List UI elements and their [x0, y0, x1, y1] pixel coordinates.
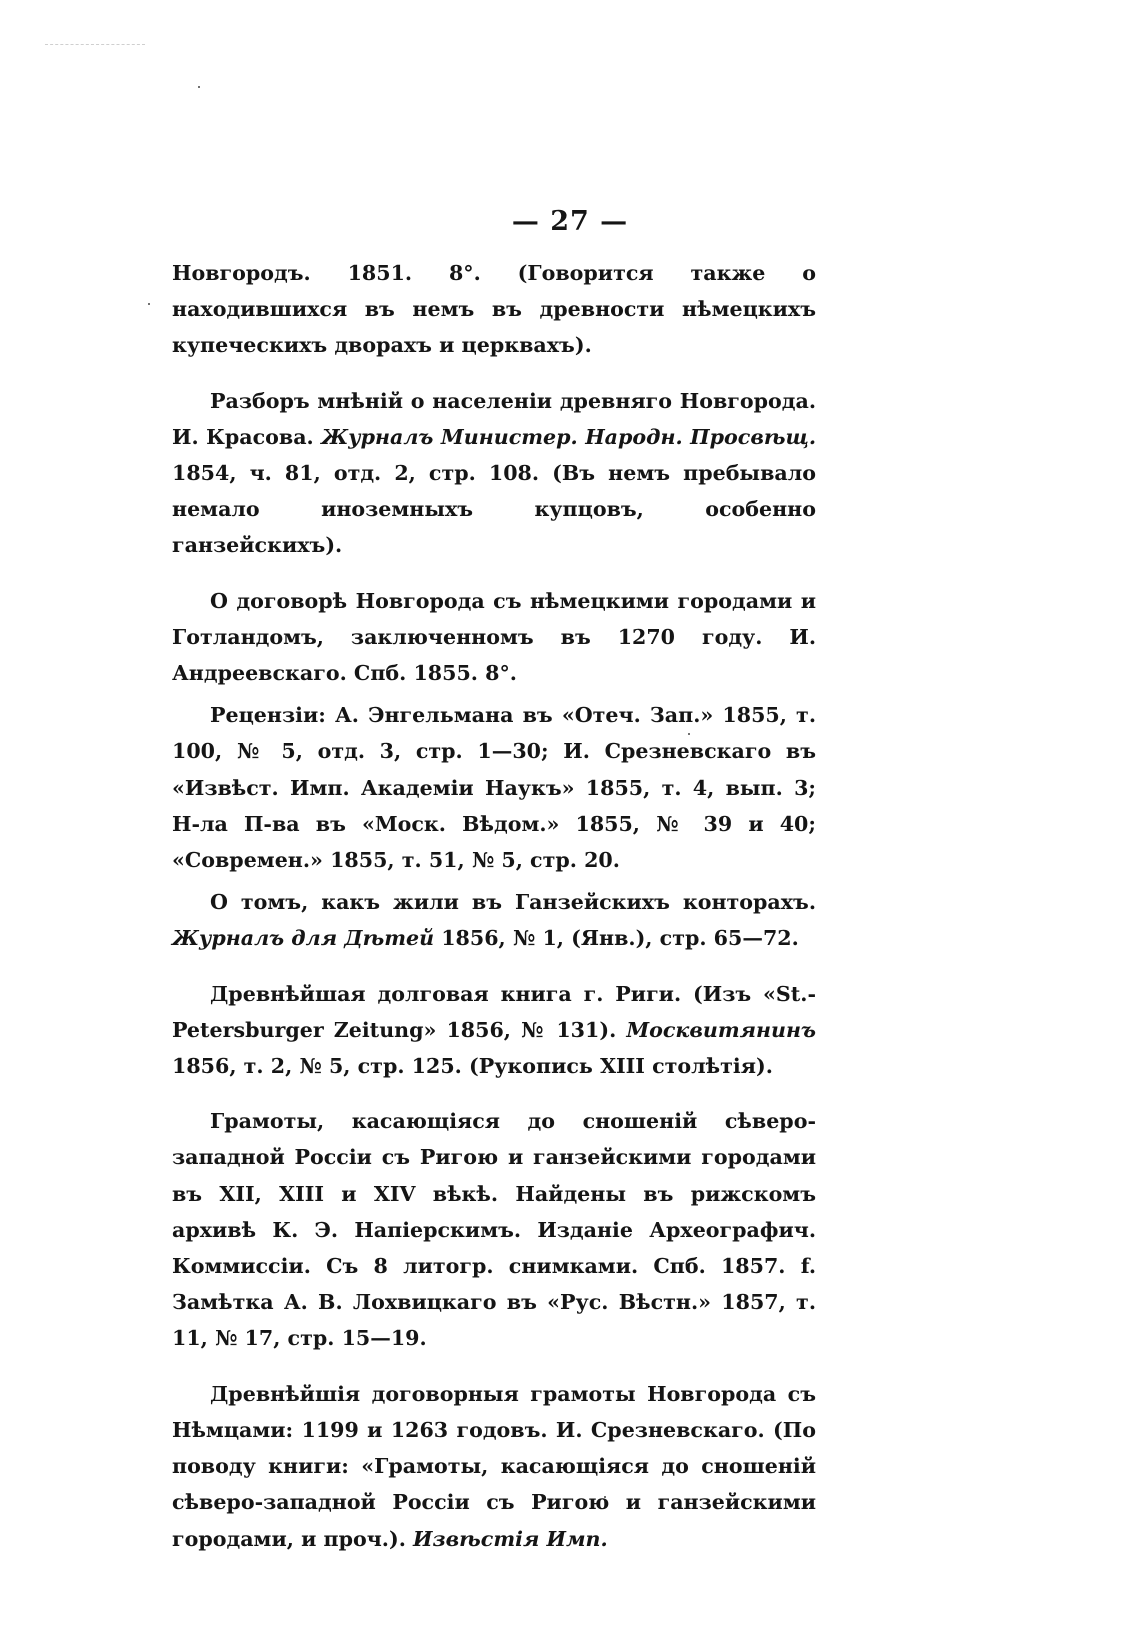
entry-text: О томъ, какъ жили въ Ганзейскихъ конторахъ. — [210, 890, 816, 915]
journal-title: Извѣстія Имп. — [413, 1526, 608, 1551]
journal-title: Журналъ для Дѣтей — [172, 926, 435, 951]
journal-title: Журналъ Министер. Народн. Просвѣщ. — [321, 424, 816, 449]
entry-text: Разборъ мнѣній о населеніи древняго Новгорода. И. Красова. — [172, 388, 816, 449]
entry-text: Древнѣйшая долговая книга г. Риги. (Изъ «St.-Petersburger Zeitung» 1856, № 131). — [172, 981, 816, 1042]
bibliography-entry — [172, 884, 816, 956]
scan-speck — [198, 86, 200, 88]
page-number: — 27 — — [511, 206, 629, 237]
entry-text: Древнѣйшія договорныя грамоты Новгорода съ Нѣмцами: 1199 и 1263 годовъ. И. Срезневскаго. (По поводу книги: «Грамоты, касающіяся до сношеній сѣверо-западной Россіи съ Ригою и ганзейскими городами, и проч.). — [172, 1381, 816, 1551]
entry-text: Новгородъ. 1851. 8°. (Говорится также о находившихся въ немъ въ древности нѣмецкихъ купеческихъ дворахъ и церквахъ). — [172, 261, 816, 358]
bibliography-entry — [172, 1376, 816, 1557]
bibliography-entry — [172, 697, 816, 878]
scan-speck — [148, 303, 150, 305]
entry-text: Грамоты, касающіяся до сношеній сѣверо-западной Россіи съ Ригою и ганзейскими городами въ XII, XIII и XIV вѣкѣ. Найдены въ рижскомъ архивѣ К. Э. Напіерскимъ. Изданіе Археографич. Коммиссіи. Съ 8 литогр. снимками. Спб. 1857. f. Замѣтка А. В. Лохвицкаго въ «Рус. Вѣстн.» 1857, т. 11, № 17, стр. 15—19. — [172, 1109, 816, 1351]
bibliography-entry — [172, 583, 816, 692]
bibliography-entry — [172, 976, 816, 1085]
entry-text: О договорѣ Новгорода съ нѣмецкими городами и Готландомъ, заключенномъ въ 1270 году. И. Андреевскаго. Спб. 1855. 8°. — [172, 588, 816, 686]
bibliography-entry — [172, 1103, 816, 1356]
bibliography-entry — [172, 383, 816, 564]
entry-text: Рецензіи: А. Энгельмана въ «Отеч. Зап.» 1855, т. 100, № 5, отд. 3, стр. 1—30; И. Срезневскаго въ «Извѣст. Имп. Академіи Наукъ» 1855, т. 4, вып. 3; Н-ла П-ва въ «Моск. Вѣдом.» 1855, № 39 и 40; «Современ.» 1855, т. 51, № 5, стр. 20. — [172, 703, 816, 873]
entry-text: 1856, т. 2, № 5, стр. 125. (Рукопись XIII столѣтія). — [172, 1054, 773, 1079]
entry-text: 1854, ч. 81, отд. 2, стр. 108. (Въ немъ пребывало немало иноземныхъ купцовъ, особенно ганзейскихъ). — [172, 461, 816, 558]
scan-edge-mark — [45, 44, 145, 45]
journal-title: Москвитянинъ — [626, 1017, 816, 1042]
entry-text: 1856, № 1, (Янв.), стр. 65—72. — [434, 926, 799, 951]
bibliography-text — [172, 255, 816, 1557]
bibliography-entry — [172, 255, 816, 364]
